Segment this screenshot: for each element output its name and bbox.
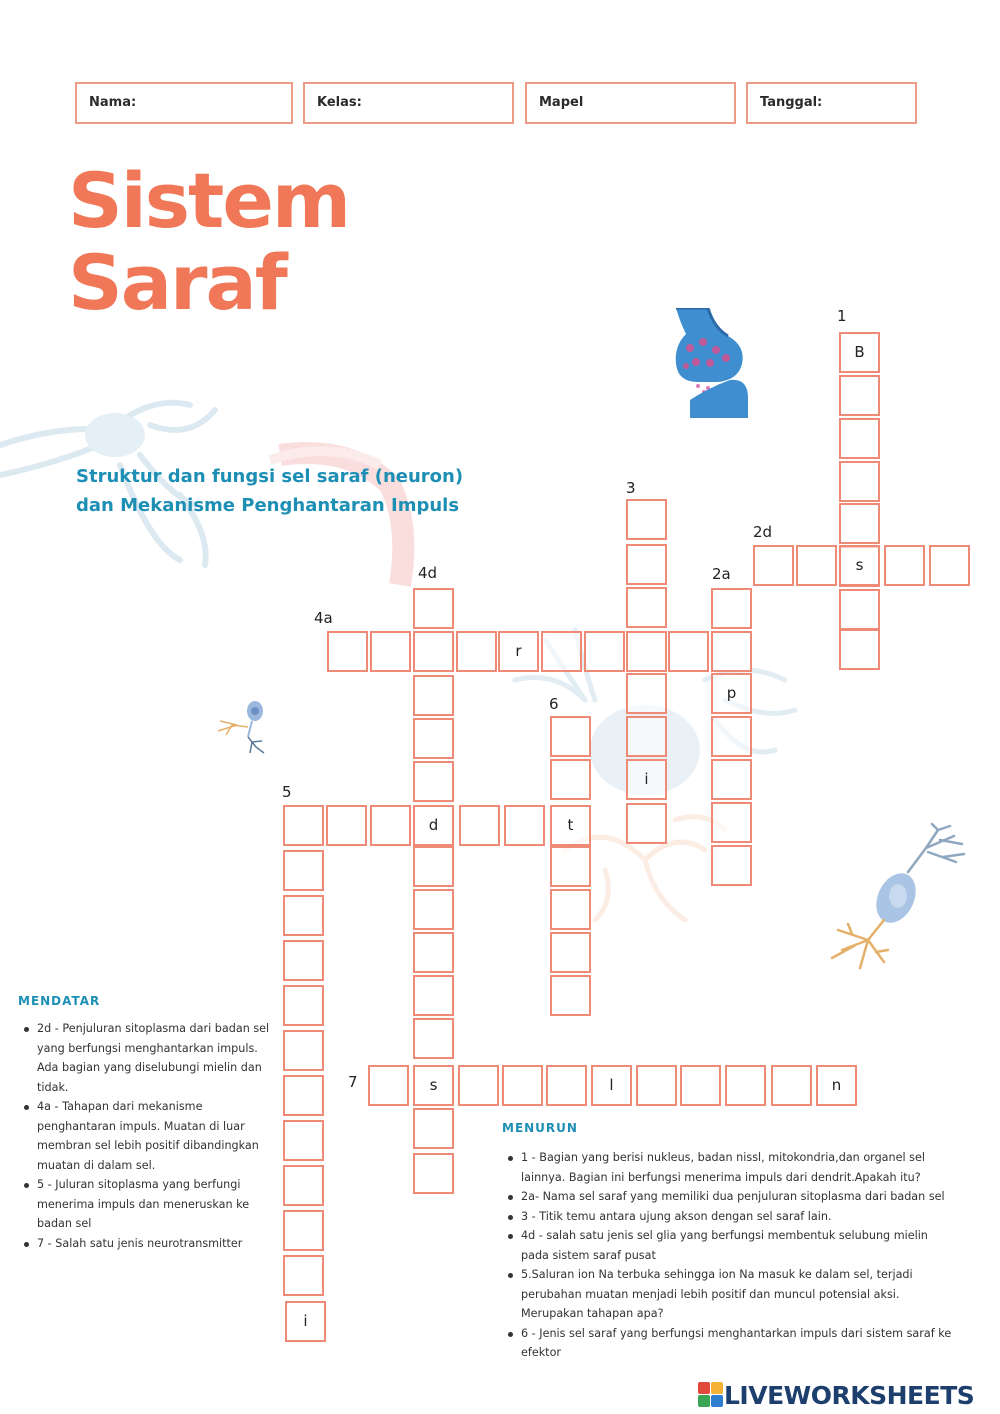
mendatar-item: 5 - Juluran sitoplasma yang berfungi menerima impuls dan meneruskan ke badan sel <box>20 1175 278 1234</box>
crossword-cell-c7_1[interactable]: s <box>413 1065 454 1106</box>
crossword-cell-c4a_2[interactable] <box>413 631 454 672</box>
mapel-field[interactable]: Mapel <box>525 82 736 124</box>
crossword-cell-c6_5[interactable] <box>550 975 591 1016</box>
mendatar-item: 7 - Salah satu jenis neurotransmitter <box>20 1234 278 1254</box>
crossword-cell-c7_7[interactable] <box>680 1065 721 1106</box>
crossword-cell-c2a_5[interactable] <box>711 802 752 843</box>
crossword-cell-c1_2[interactable] <box>839 418 880 459</box>
crossword-cell-c5d_4[interactable] <box>283 985 324 1026</box>
crossword-cell-c6_0[interactable] <box>550 716 591 757</box>
crossword-cell-c7_9[interactable] <box>771 1065 812 1106</box>
crossword-cell-c2a_0[interactable] <box>711 588 752 629</box>
liveworksheets-logo <box>698 1380 974 1410</box>
crossword-cell-c4d_0[interactable] <box>413 588 454 629</box>
crossword-cell-c7_8[interactable] <box>725 1065 766 1106</box>
title-line-2: Saraf <box>68 238 286 327</box>
crossword-cell-c3_5[interactable] <box>626 716 667 757</box>
crossword-cell-c5d_3[interactable] <box>283 940 324 981</box>
mendatar-heading: MENDATAR <box>18 994 101 1008</box>
crossword-cell-c4d_4[interactable] <box>413 846 454 887</box>
crossword-cell-c5d_9[interactable] <box>283 1210 324 1251</box>
crossword-cell-c3_2[interactable] <box>626 587 667 628</box>
crossword-cell-c5d_1[interactable] <box>283 850 324 891</box>
nama-field[interactable]: Nama: <box>75 82 293 124</box>
clue-number-5: 5 <box>282 783 292 801</box>
crossword-cell-c6_1[interactable] <box>550 759 591 800</box>
crossword-cell-c3_4[interactable] <box>626 673 667 714</box>
clue-number-7: 7 <box>348 1073 358 1091</box>
crossword-cell-c5_0[interactable] <box>283 805 324 846</box>
neuron-icon-right <box>828 822 970 972</box>
crossword-cell-c6_4[interactable] <box>550 932 591 973</box>
menurun-list <box>504 1148 952 1363</box>
crossword-cell-c1_0[interactable]: B <box>839 332 880 373</box>
crossword-cell-c3_7[interactable] <box>626 803 667 844</box>
crossword-cell-c3_6[interactable]: i <box>626 759 667 800</box>
crossword-cell-c6_3[interactable] <box>550 889 591 930</box>
crossword-cell-c2d_3[interactable] <box>884 545 925 586</box>
menurun-item: 4d - salah satu jenis sel glia yang berfungsi membentuk selubung mielin pada sistem saraf pusat <box>504 1226 952 1265</box>
crossword-cell-c1_3[interactable] <box>839 461 880 502</box>
crossword-cell-c5_2[interactable] <box>370 805 411 846</box>
crossword-cell-c2a_3[interactable] <box>711 716 752 757</box>
crossword-cell-c7_10[interactable]: n <box>816 1065 857 1106</box>
clue-number-2a: 2a <box>712 565 731 583</box>
crossword-cell-c5d_8[interactable] <box>283 1165 324 1206</box>
crossword-cell-c4a_4[interactable]: r <box>498 631 539 672</box>
crossword-cell-c4d_1[interactable] <box>413 675 454 716</box>
mendatar-item: 2d - Penjuluran sitoplasma dari badan sel yang berfungsi menghantarkan impuls. Ada bagian yang diselubungi mielin dan tidak. <box>20 1019 278 1097</box>
clue-number-6: 6 <box>549 695 559 713</box>
clue-number-1: 1 <box>837 307 847 325</box>
crossword-cell-c4d_6[interactable] <box>413 932 454 973</box>
clue-number-4a: 4a <box>314 609 333 627</box>
crossword-cell-c4d_5[interactable] <box>413 889 454 930</box>
crossword-cell-c4d_10[interactable] <box>413 1153 454 1194</box>
crossword-cell-c7_0[interactable] <box>368 1065 409 1106</box>
menurun-item: 1 - Bagian yang berisi nukleus, badan nissl, mitokondria,dan organel sel lainnya. Bagian ini berfungsi menerima impuls dari dendrit.Apakah itu? <box>504 1148 952 1187</box>
crossword-cell-c2a_4[interactable] <box>711 759 752 800</box>
crossword-cell-c2a_6[interactable] <box>711 845 752 886</box>
crossword-cell-c7_5[interactable]: l <box>591 1065 632 1106</box>
crossword-cell-c1_6[interactable] <box>839 589 880 630</box>
menurun-item: 5.Saluran ion Na terbuka sehingga ion Na masuk ke dalam sel, terjadi perubahan muatan menjadi lebih positif dan muncul potensial aksi. Merupakan tahapan apa? <box>504 1265 952 1324</box>
crossword-cell-c4d_9[interactable] <box>413 1108 454 1149</box>
crossword-cell-c5_6[interactable]: t <box>550 805 591 846</box>
small-neuron-icon <box>212 697 272 757</box>
menurun-item: 2a- Nama sel saraf yang memiliki dua penjuluran sitoplasma dari badan sel <box>504 1187 952 1207</box>
crossword-cell-c4d_2[interactable] <box>413 718 454 759</box>
crossword-cell-c4a_9[interactable] <box>711 631 752 672</box>
logo-text: LIVEWORKSHEETS <box>724 1380 975 1410</box>
crossword-cell-c5d_5[interactable] <box>283 1030 324 1071</box>
menurun-item: 6 - Jenis sel saraf yang berfungsi menghantarkan impuls dari sistem saraf ke efektor <box>504 1324 952 1363</box>
page-subtitle <box>76 462 463 520</box>
menurun-item: 3 - Titik temu antara ujung akson dengan sel saraf lain. <box>504 1207 952 1227</box>
clue-number-4d: 4d <box>418 564 438 582</box>
crossword-cell-c2a_2[interactable]: p <box>711 673 752 714</box>
crossword-cell-c5_5[interactable] <box>504 805 545 846</box>
crossword-cell-c4d_7[interactable] <box>413 975 454 1016</box>
page-title <box>68 156 350 327</box>
crossword-cell-c1_1[interactable] <box>839 375 880 416</box>
crossword-cell-c7_2[interactable] <box>458 1065 499 1106</box>
crossword-cell-c6_2[interactable] <box>550 846 591 887</box>
crossword-cell-c3_0[interactable] <box>626 499 667 540</box>
crossword-cell-c7_4[interactable] <box>546 1065 587 1106</box>
crossword-cell-c1_7[interactable] <box>839 629 880 670</box>
mendatar-list <box>20 1019 278 1253</box>
crossword-cell-c3_1[interactable] <box>626 544 667 585</box>
logo-badge-icon <box>698 1382 724 1408</box>
crossword-cell-c5_4[interactable] <box>459 805 500 846</box>
crossword-cell-c2d_0[interactable] <box>753 545 794 586</box>
crossword-cell-c7_6[interactable] <box>636 1065 677 1106</box>
crossword-cell-c1_4[interactable] <box>839 503 880 544</box>
kelas-field[interactable]: Kelas: <box>303 82 514 124</box>
crossword-cell-c4d_8[interactable] <box>413 1018 454 1059</box>
crossword-cell-c2d_4[interactable] <box>929 545 970 586</box>
crossword-cell-c4a_5[interactable] <box>541 631 582 672</box>
crossword-cell-c5_3[interactable]: d <box>413 805 454 846</box>
crossword-cell-c4a_7[interactable] <box>626 631 667 672</box>
crossword-cell-c5d_10[interactable] <box>283 1255 324 1296</box>
tanggal-field[interactable]: Tanggal: <box>746 82 917 124</box>
crossword-cell-c4d_3[interactable] <box>413 761 454 802</box>
crossword-cell-c2d_2[interactable]: s <box>839 545 880 586</box>
subtitle-line-2: dan Mekanisme Penghantaran Impuls <box>76 495 460 516</box>
menurun-heading: MENURUN <box>502 1121 578 1135</box>
crossword-cell-c5d_12[interactable]: i <box>285 1301 326 1342</box>
crossword-cell-c5d_2[interactable] <box>283 895 324 936</box>
crossword-cell-c4a_6[interactable] <box>584 631 625 672</box>
crossword-cell-c5d_7[interactable] <box>283 1120 324 1161</box>
crossword-cell-c4a_0[interactable] <box>327 631 368 672</box>
crossword-cell-c5_1[interactable] <box>326 805 367 846</box>
clue-number-2d: 2d <box>753 523 773 541</box>
crossword-cell-c5d_6[interactable] <box>283 1075 324 1116</box>
crossword-cell-c4a_1[interactable] <box>370 631 411 672</box>
crossword-cell-c4a_3[interactable] <box>456 631 497 672</box>
clue-number-3: 3 <box>626 479 636 497</box>
mendatar-item: 4a - Tahapan dari mekanisme penghantaran impuls. Muatan di luar membran sel lebih positif dibandingkan muatan di dalam sel. <box>20 1097 278 1175</box>
synapse-illustration <box>668 308 758 420</box>
crossword-cell-c4a_8[interactable] <box>668 631 709 672</box>
subtitle-line-1: Struktur dan fungsi sel saraf (neuron) <box>76 466 464 487</box>
crossword-cell-c7_3[interactable] <box>502 1065 543 1106</box>
crossword-cell-c2d_1[interactable] <box>796 545 837 586</box>
title-line-1: Sistem <box>68 156 350 245</box>
